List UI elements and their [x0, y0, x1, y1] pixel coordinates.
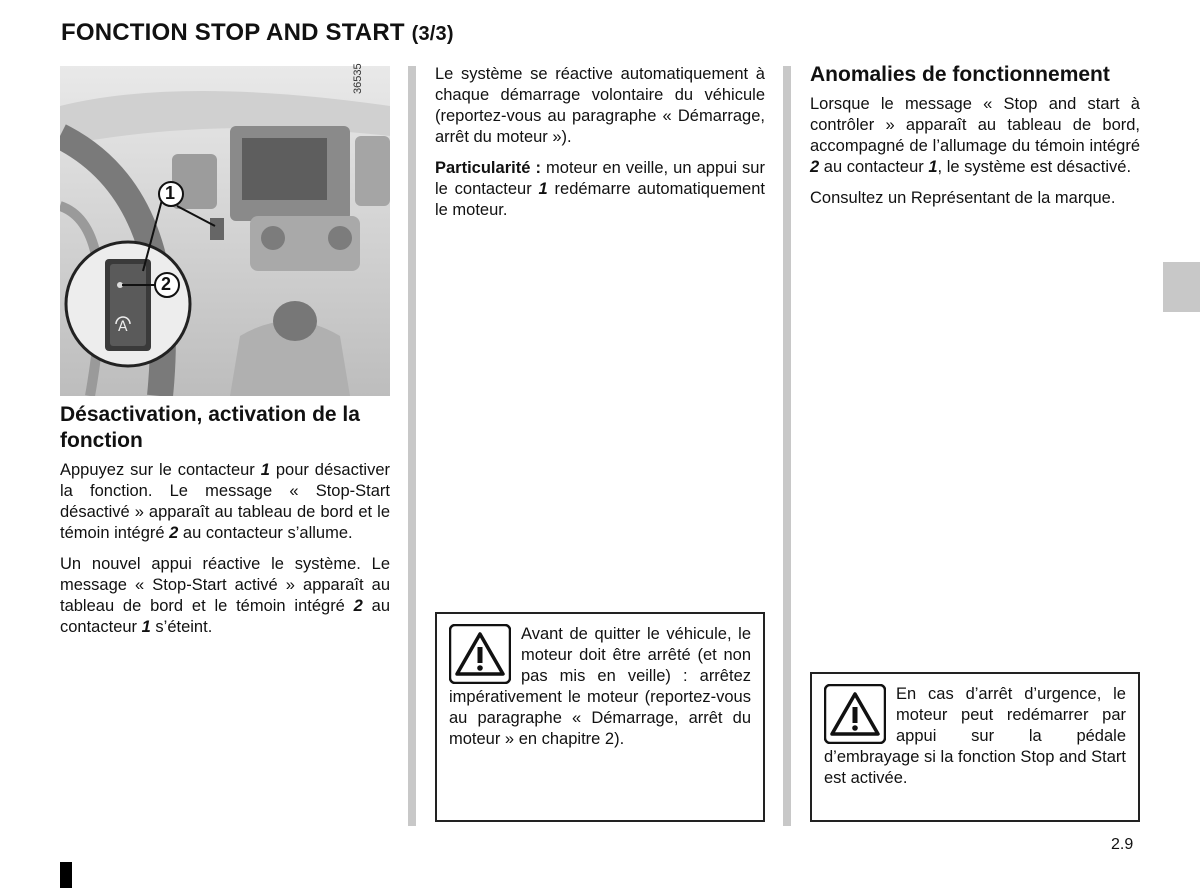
- warning-text-right: En cas d’arrêt d’urgence, le moteur peut redémarrer par appui sur la pédale d’embrayage si la fonction Stop and Start est activée.: [824, 685, 1126, 787]
- right-paragraph-1: Lorsque le message « Stop and start à contrôler » apparaît au tableau de bord, accompagné de l’allumage du témoin intégré 2 au contacteur 1, le système est désactivé.: [810, 95, 1140, 176]
- callout-2: 2: [161, 274, 172, 294]
- middle-paragraph-1: Le système se réactive automatiquement à chaque démarrage volontaire du véhicule (reportez-vous au paragraphe « Démarrage, arrêt du moteur »).: [435, 65, 765, 146]
- section-heading-deactivation: Désactivation, activation de la fonction: [60, 403, 360, 452]
- figure-code: 36535: [352, 63, 364, 94]
- left-paragraph-1: Appuyez sur le contacteur 1 pour désactiver la fonction. Le message « Stop-Start désactivé » apparaît au tableau de bord et le témoin intégré 2 au contacteur s’allume.: [60, 461, 390, 542]
- warning-box-right: [810, 672, 1140, 822]
- dashboard-figure: [60, 63, 390, 396]
- section-heading-anomalies: Anomalies de fonctionnement: [810, 63, 1110, 86]
- page-title: [61, 19, 454, 47]
- column-rule-right: [783, 66, 791, 826]
- column-rule-left: [408, 66, 416, 826]
- callout-1: 1: [165, 183, 176, 203]
- warning-text-middle: Avant de quitter le véhicule, le moteur doit être arrêté (et non pas mis en veille) : arrêtez impérativement le moteur (reportez-vous au paragraphe « Démarrage, arrêt du moteur » en chapitre 2).: [449, 625, 751, 748]
- chapter-tab: [1163, 262, 1200, 312]
- middle-column: [435, 64, 765, 231]
- svg-text:A: A: [118, 319, 128, 335]
- left-paragraph-2: Un nouvel appui réactive le système. Le message « Stop-Start activé » apparaît au tableau de bord et le témoin intégré 2 au contacteur 1 s’éteint.: [60, 555, 390, 636]
- dashboard-illustration: [60, 66, 390, 396]
- right-column: [810, 62, 1140, 219]
- warning-triangle-icon: [824, 684, 886, 744]
- warning-box-middle: [435, 612, 765, 822]
- warning-triangle-icon: [449, 624, 511, 684]
- page-title-suffix: (3/3): [411, 23, 454, 45]
- page-number: 2.9: [1111, 836, 1134, 853]
- right-paragraph-2: Consultez un Représentant de la marque.: [810, 189, 1116, 207]
- crop-mark: [60, 862, 72, 888]
- middle-paragraph-2: Particularité : moteur en veille, un appui sur le contacteur 1 redémarre automatiquement le moteur.: [435, 159, 765, 219]
- left-column: [60, 402, 390, 648]
- page-title-text: FONCTION STOP AND START: [61, 19, 405, 46]
